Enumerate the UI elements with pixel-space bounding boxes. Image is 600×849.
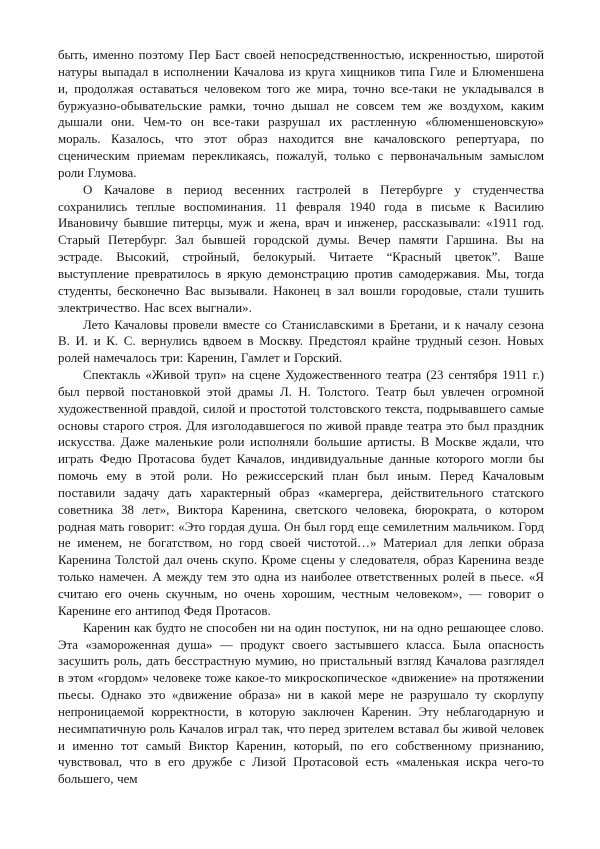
paragraph: Каренин как будто не способен ни на один поступок, ни на одно решающее слово. Эта «замороженная душа» — продукт своего застывшего класса. Была опасность засушить роль, дать бесстрастную мумию, но пристальный взгляд Качалова разглядел в этом «гордом» человеке тоже какое-то микроскопическое «движение» на протяжении пьесы. Однако это «движение образа» ни в какой мере не разрушало ту скорлупу непроницаемой корректности, в которую заключен Каренин. Эту неблагодарную и несимпатичную роль Качалов играл так, что перед зрителем вставал бы живой человек и именно тот самый Виктор Каренин, который, по его собственному признанию, чувствовал, что в его дружбе с Лизой Протасовой есть «маленькая искра чего-то большего, чем (58, 620, 544, 787)
page-text-block (58, 47, 544, 788)
paragraph-continuation: быть, именно поэтому Пер Баст своей непосредственностью, искренностью, широтой натуры выпадал в исполнении Качалова из круга хищников типа Гиле и Блюменшена и, продолжая оставаться человеком того же мира, точно все-таки не укладывался в буржуазно-обывательские рамки, точно дышал не совсем тем же воздухом, каким дышали они. Чем-то он все-таки разрушал их растленную «блюменшеновскую» мораль. Казалось, что этот образ находится вне качаловского репертуара, по сценическим приемам перекликаясь, пожалуй, только с первоначальным замыслом роли Глумова. (58, 48, 544, 180)
paragraph: Спектакль «Живой труп» на сцене Художественного театра (23 сентября 1911 г.) был первой постановкой этой драмы Л. Н. Толстого. Театр был увлечен огромной художественной правдой, силой и простотой толстовского текста, подрывавшего самые основы старого строя. Для изголодавшегося по живой правде театра это был праздник искусства. Даже маленькие роли исполняли большие артисты. В Москве ждали, что играть Федю Протасова будет Качалов, индивидуальные данные которого могли бы помочь ему в этой роли. Но режиссерский план был иным. Перед Качаловым поставили задачу дать характерный образ «камергера, действительного статского советника 38 лет», Виктора Каренина, светского человека, бюрократа, о котором родная мать говорит: «Это гордая душа. Он был горд еще семилетним мальчиком. Горд не именем, не богатством, но горд своей чистотой…» Материал для лепки образа Каренина Толстой дал очень скупо. Кроме сцены у следователя, образ Каренина везде только намечен. А между тем это одна из наиболее ответственных ролей в пьесе. «Я считаю его очень скучным, но очень хорошим, честным человеком», — говорит о Каренине его антипод Федя Протасов. (58, 368, 544, 618)
paragraph: О Качалове в период весенних гастролей в Петербурге у студенчества сохранились теплые воспоминания. 11 февраля 1940 года в письме к Василию Ивановичу бывшие питерцы, муж и жена, врач и инженер, рассказывали: «1911 год. Старый Петербург. Зал бывшей городской думы. Вечер памяти Гаршина. Вы на эстраде. Высокий, стройный, белокурый. Читаете “Красный цветок”. Ваше выступление превратилось в яркую демонстрацию против самодержавия. Мы, тогда студенты, бесконечно Вас вызывали. Наконец в зал вошли городовые, стали тушить электричество. Нас всех выгнали». (58, 182, 544, 315)
paragraph: Лето Качаловы провели вместе со Станиславскими в Бретани, и к началу сезона В. И. и К. С. вернулись вдвоем в Москву. Предстоял крайне трудный сезон. Новых ролей намечалось три: Каренин, Гамлет и Горский. (58, 317, 544, 366)
